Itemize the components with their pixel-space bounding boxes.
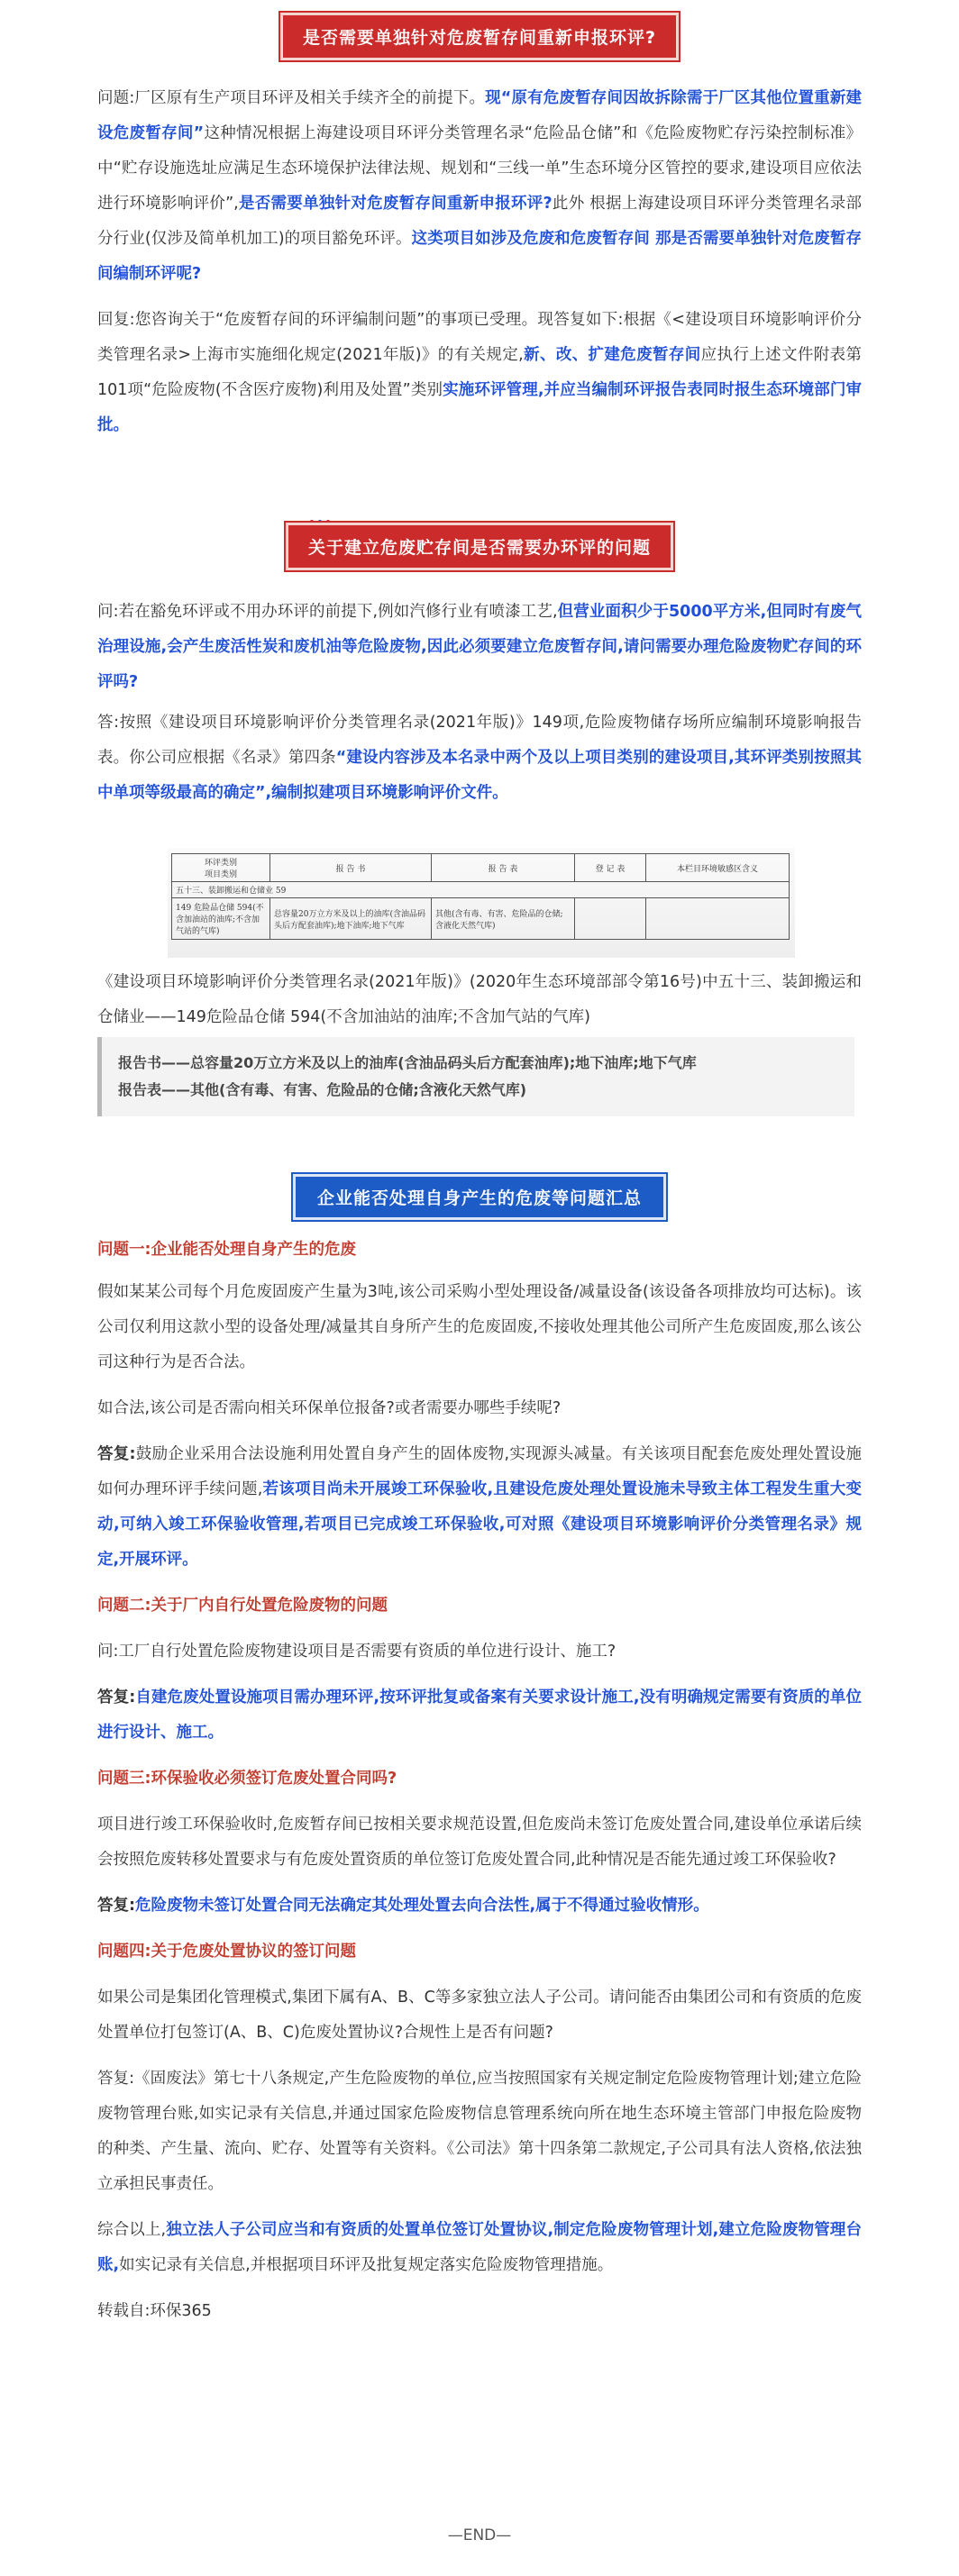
table-caption: 《建设项目环境影响评价分类管理名录(2021年版)》(2020年生态环境部部令第16号)中五十三、装卸搬运和仓储业——149危险品仓储 594(不含加油站的油库;不含加气站的气库) (97, 973, 862, 1026)
section1-body (97, 81, 862, 443)
table-row-register (575, 898, 646, 940)
section3-header-wrap (0, 1174, 959, 1220)
q4-paragraph: 如果公司是集团化管理模式,集团下属有A、B、C等多家独立法人子公司。请问能否由集团公司和有资质的危废处置单位打包签订(A、B、C)危废处置协议?合规性上是否有问题? (97, 1989, 862, 2042)
table-row-report: 总容量20万立方米及以上的油库(含油品码头后方配套油库);地下油库;地下气库 (270, 898, 432, 940)
section2-header-wrap (0, 523, 959, 570)
section2-title: 关于建立危废贮存间是否需要办环评的问题 (286, 523, 673, 570)
table-section-row: 五十三、装卸搬运和仓储业 59 (172, 882, 790, 898)
q3-title: 问题三:环保验收必须签订危废处置合同吗? (97, 1770, 397, 1788)
end-marker: —END— (447, 2526, 512, 2544)
section2-answer: 答:按照《建设项目环境影响评价分类管理名录(2021年版)》149项,危险废物储存场所应编制环境影响报告表。你公司应根据《名录》第四条“建设内容涉及本名录中两个及以上项目类别的建设项目,其环评类别按照其中单项等级最高的确定”,编制拟建项目环境影响评价文件。 (97, 714, 862, 802)
q3-reply: 答复:危险废物未签订处置合同无法确定其处理处置去向合法性,属于不得通过验收情形。 (97, 1897, 709, 1915)
quote-line-1: 报告书——总容量20万立方米及以上的油库(含油品码头后方配套油库);地下油库;地下气库 (118, 1054, 697, 1071)
q1-title: 问题一:企业能否处理自身产生的危废 (97, 1241, 356, 1259)
table-header-category: 环评类别 项目类别 (172, 854, 270, 882)
section1-title: 是否需要单独针对危废暂存间重新申报环评? (280, 13, 679, 60)
q3-paragraph: 项目进行竣工环保验收时,危废暂存间已按相关要求规范设置,但危废尚未签订危废处置合同,建设单位承诺后续会按照危废转移处置要求与有危废处置资质的单位签订危废处置合同,此种情况是否能先通过竣工环保验收? (97, 1816, 862, 1869)
section3-title: 企业能否处理自身产生的危废等问题汇总 (293, 1174, 666, 1220)
q4-reply: 答复:《固废法》第七十八条规定,产生危险废物的单位,应当按照国家有关规定制定危险废物管理计划;建立危险废物管理台账,如实记录有关信息,并通过国家危险废物信息管理系统向所在地生态环境主管部门申报危险废物的种类、产生量、流向、贮存、处置等有关资料。《公司法》第十四条第二款规定,子公司具有法人资格,依法独立承担民事责任。 (97, 2070, 862, 2193)
section2-question: 问:若在豁免环评或不用办环评的前提下,例如汽修行业有喷漆工艺,但营业面积少于5000平方米,但同时有废气治理设施,会产生废活性炭和废机油等危险废物,因此必须要建立危废暂存间,请问需要办理危险废物贮存间的环评吗? (97, 603, 862, 691)
q2-paragraph: 问:工厂自行处置危险废物建设项目是否需要有资质的单位进行设计、施工? (97, 1643, 616, 1661)
q4-conclusion: 综合以上,独立法人子公司应当和有资质的处置单位签订处置协议,制定危险废物管理计划,建立危险废物管理台账,如实记录有关信息,并根据项目环评及批复规定落实危险废物管理措施。 (97, 2221, 863, 2274)
q2-title: 问题二:关于厂内自行处置危险废物的问题 (97, 1597, 388, 1615)
table-header-register: 登 记 表 (575, 854, 646, 882)
source-credit: 转载自:环保365 (97, 2302, 212, 2320)
reference-table (171, 853, 790, 940)
section1-question: 问题:厂区原有生产项目环评及相关手续齐全的前提下。现“原有危废暂存间因故拆除需于厂区其他位置重新建设危废暂存间”这种情况根据上海建设项目环评分类管理名录“危险品仓储”和《危险废物贮存污染控制标准》中“贮存设施选址应满足生态环境保护法律法规、规划和“三线一单”生态环境分区管控的要求,建设项目应依法进行环境影响评价”,是否需要单独针对危废暂存间重新申报环评?此外 根据上海建设项目环评分类管理名录部分行业(仅涉及简单机加工)的项目豁免环评。这类项目如涉及危废和危废暂存间 那是否需要单独针对危废暂存间编制环评呢? (97, 89, 863, 283)
table-header-form: 报 告 表 (432, 854, 575, 882)
section3-body (97, 1233, 862, 2329)
q4-title: 问题四:关于危废处置协议的签订问题 (97, 1943, 356, 1961)
q1-reply: 答复:鼓励企业采用合法设施利用处置自身产生的固体废物,实现源头减量。有关该项目配套危废处理处置设施如何办理环评手续问题,若该项目尚未开展竣工环保验收,且建设危废处理处置设施未导致主体工程发生重大变动,可纳入竣工环保验收管理,若项目已完成竣工环保验收,可对照《建设项目环境影响评价分类管理名录》规定,开展环评。 (97, 1445, 863, 1569)
table-row-name: 149 危险品仓储 594(不含加油站的油库;不含加气站的气库) (172, 898, 270, 940)
table-row-form: 其他(含有毒、有害、危险品的仓储;含液化天然气库) (432, 898, 575, 940)
decorative-dots (310, 510, 337, 519)
table-row-sensitive (646, 898, 790, 940)
section2-body (97, 595, 862, 811)
quote-line-2: 报告表——其他(含有毒、有害、危险品的仓储;含液化天然气库) (118, 1081, 527, 1098)
section1-reply: 回复:您咨询关于“危废暂存间的环评编制问题”的事项已受理。现答复如下:根据《<建设项目环境影响评价分类管理名录>上海市实施细化规定(2021年版)》的有关规定,新、改、扩建危废暂存间应执行上述文件附表第101项“危险废物(不含医疗废物)利用及处置”类别实施环评管理,并应当编制环评报告表同时报生态环境部门审批。 (97, 311, 863, 434)
table-header-report: 报 告 书 (270, 854, 432, 882)
quote-block (97, 1037, 854, 1116)
q1-paragraph: 假如某某公司每个月危废固废产生量为3吨,该公司采购小型处理设备/减量设备(该设备各项排放均可达标)。该公司仅利用这款小型的设备处理/减量其自身所产生的危废固废,不接收处理其他公司所产生危废固废,那么该公司这种行为是否合法。 (97, 1283, 862, 1371)
q2-reply: 答复:自建危废处置设施项目需办理环评,按环评批复或备案有关要求设计施工,没有明确规定需要有资质的单位进行设计、施工。 (97, 1689, 863, 1742)
table-caption-wrap (97, 965, 862, 1035)
table-header-sensitive: 本栏目环境敏感区含义 (646, 854, 790, 882)
section1-header-wrap (0, 13, 959, 60)
q1-followup: 如合法,该公司是否需向相关环保单位报备?或者需要办哪些手续呢? (97, 1399, 562, 1417)
